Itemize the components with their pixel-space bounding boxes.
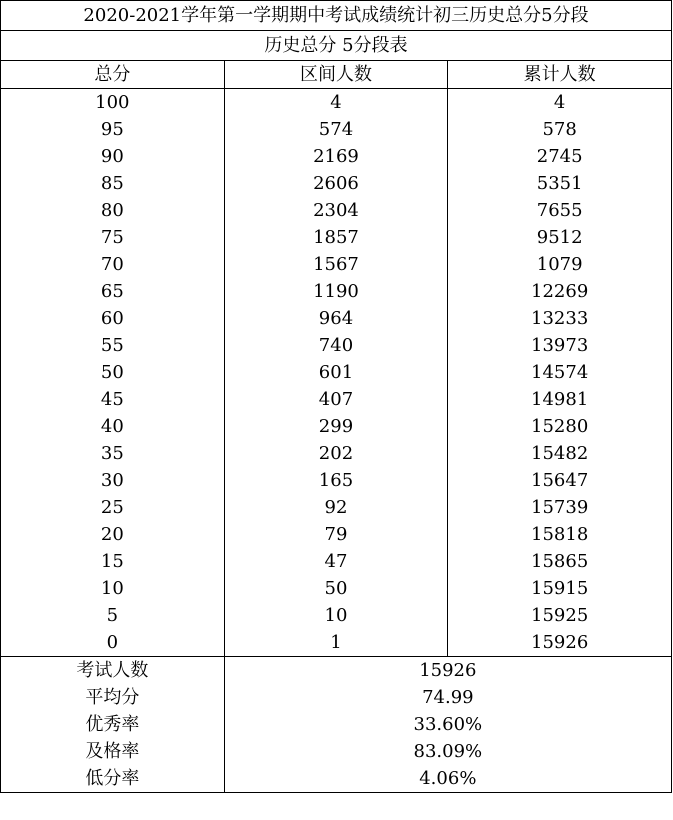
row-score: 0 [1,629,225,657]
row-score: 40 [1,413,225,440]
row-cumulative-count: 2745 [448,143,672,170]
row-score: 90 [1,143,225,170]
row-interval-count: 2169 [224,143,448,170]
table-row [1,278,672,305]
row-interval-count: 1567 [224,251,448,278]
table-row [1,575,672,602]
row-cumulative-count: 15865 [448,548,672,575]
summary-label: 低分率 [1,765,225,793]
summary-row [1,765,672,793]
row-cumulative-count: 13973 [448,332,672,359]
summary-label: 考试人数 [1,657,225,685]
row-cumulative-count: 15482 [448,440,672,467]
row-score: 30 [1,467,225,494]
row-interval-count: 2304 [224,197,448,224]
row-interval-count: 407 [224,386,448,413]
summary-value: 15926 [224,657,671,685]
table-row [1,332,672,359]
table-row [1,386,672,413]
row-cumulative-count: 14981 [448,386,672,413]
row-interval-count: 299 [224,413,448,440]
summary-value: 4.06% [224,765,671,793]
row-interval-count: 964 [224,305,448,332]
row-cumulative-count: 15925 [448,602,672,629]
sheet-title: 2020-2021学年第一学期期中考试成绩统计初三历史总分5分段 [1,1,672,31]
header-total-score: 总分 [1,61,225,89]
table-row [1,224,672,251]
row-cumulative-count: 15926 [448,629,672,657]
data-rows [1,89,672,657]
row-interval-count: 79 [224,521,448,548]
row-interval-count: 1857 [224,224,448,251]
table-row [1,548,672,575]
row-interval-count: 574 [224,116,448,143]
row-cumulative-count: 15739 [448,494,672,521]
row-interval-count: 47 [224,548,448,575]
row-score: 80 [1,197,225,224]
table-row [1,521,672,548]
table-row [1,413,672,440]
row-cumulative-count: 15818 [448,521,672,548]
row-cumulative-count: 578 [448,116,672,143]
row-cumulative-count: 12269 [448,278,672,305]
row-cumulative-count: 1079 [448,251,672,278]
summary-row [1,711,672,738]
table-row [1,170,672,197]
row-score: 75 [1,224,225,251]
table-row [1,467,672,494]
table-row [1,305,672,332]
row-score: 25 [1,494,225,521]
row-score: 15 [1,548,225,575]
row-score: 70 [1,251,225,278]
table-row [1,440,672,467]
row-score: 35 [1,440,225,467]
header-row [1,61,672,89]
row-interval-count: 2606 [224,170,448,197]
row-score: 55 [1,332,225,359]
table-row [1,494,672,521]
summary-value: 74.99 [224,684,671,711]
header-cumulative-count: 累计人数 [448,61,672,89]
table-subtitle: 历史总分 5分段表 [1,31,672,61]
table-row [1,629,672,657]
summary-label: 平均分 [1,684,225,711]
row-score: 5 [1,602,225,629]
row-score: 50 [1,359,225,386]
row-cumulative-count: 14574 [448,359,672,386]
table-row [1,89,672,117]
row-score: 65 [1,278,225,305]
row-interval-count: 740 [224,332,448,359]
row-cumulative-count: 4 [448,89,672,117]
table-row [1,359,672,386]
row-interval-count: 601 [224,359,448,386]
summary-value: 33.60% [224,711,671,738]
table-row [1,197,672,224]
summary-value: 83.09% [224,738,671,765]
summary-label: 优秀率 [1,711,225,738]
row-cumulative-count: 9512 [448,224,672,251]
row-score: 10 [1,575,225,602]
row-cumulative-count: 7655 [448,197,672,224]
row-cumulative-count: 15915 [448,575,672,602]
row-cumulative-count: 15280 [448,413,672,440]
header-interval-count: 区间人数 [224,61,448,89]
summary-rows [1,657,672,793]
row-score: 100 [1,89,225,117]
row-cumulative-count: 13233 [448,305,672,332]
row-interval-count: 1 [224,629,448,657]
row-interval-count: 165 [224,467,448,494]
row-cumulative-count: 15647 [448,467,672,494]
row-interval-count: 50 [224,575,448,602]
summary-row [1,684,672,711]
row-score: 60 [1,305,225,332]
summary-label: 及格率 [1,738,225,765]
row-interval-count: 1190 [224,278,448,305]
row-interval-count: 202 [224,440,448,467]
row-score: 95 [1,116,225,143]
row-score: 85 [1,170,225,197]
table-row [1,116,672,143]
summary-row [1,657,672,685]
row-interval-count: 4 [224,89,448,117]
table-row [1,143,672,170]
row-score: 20 [1,521,225,548]
summary-row [1,738,672,765]
table-row [1,251,672,278]
table-row [1,602,672,629]
row-interval-count: 10 [224,602,448,629]
row-interval-count: 92 [224,494,448,521]
row-cumulative-count: 5351 [448,170,672,197]
row-score: 45 [1,386,225,413]
